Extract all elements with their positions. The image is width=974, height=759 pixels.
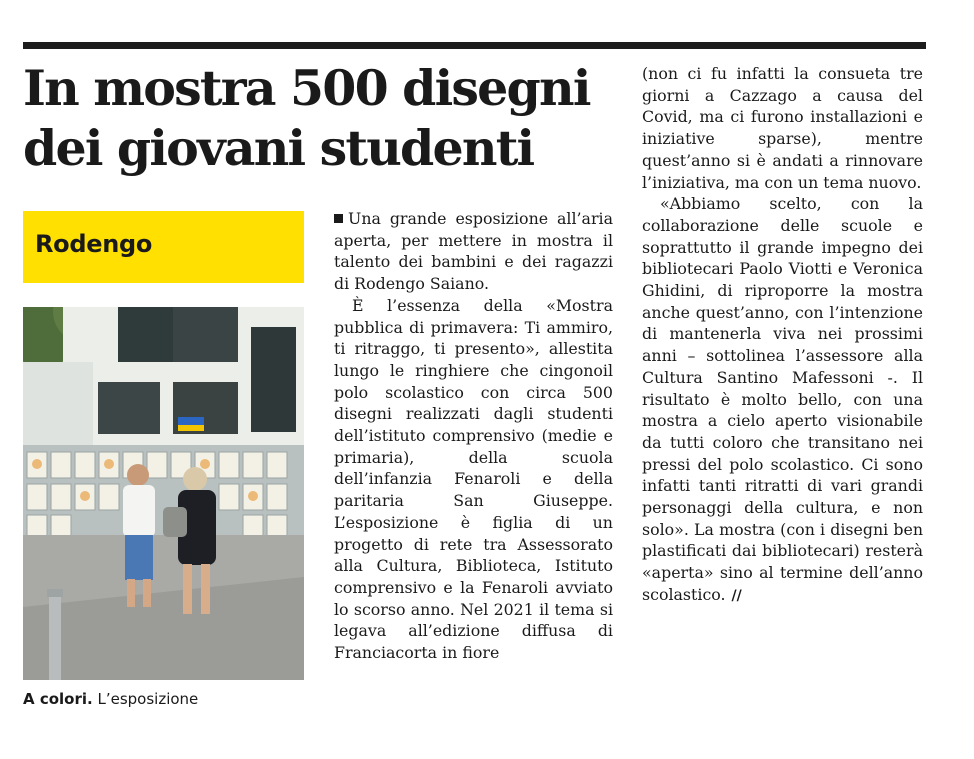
bullet-square-icon [334,214,343,223]
headline-line-1: In mostra 500 disegni [23,59,590,117]
article-paragraph [334,208,613,295]
headline-line-2: dei giovani studenti [23,119,534,177]
end-mark: // [731,587,742,604]
article-column-1 [334,208,613,664]
article-paragraph: È l’essenza della «Mostra pubblica di primavera: Ti ammiro, ti ritraggo, ti presento», allestita lungo le ringhiere che cingonoil polo scolastico con circa 500 disegni realizzati dagli studenti dell’istituto comprensivo (medie e primaria), della scuola dell’infanzia Fenaroli e della paritaria San Giuseppe. L’esposizione è figlia di un progetto di rete tra Assessorato alla Cultura, Biblioteca, Istituto comprensivo e la Fenaroli avviato lo scorso anno. Nel 2021 il tema si legava all’edizione diffusa di Franciacorta in fiore [334,295,613,663]
photo-caption [23,690,198,708]
article-photo [23,307,304,680]
paragraph-text: «Abbiamo scelto, con la collaborazione delle scuole e soprattutto il grande impegno dei bibliotecari Paolo Viotti e Veronica Ghidini, di riproporre la mostra anche quest’anno, con l’intenzione di mantenerla viva nei prossimi anni – sottolinea l’assessore alla Cultura Santino Mafessoni -. Il risultato è molto bello, con una mostra a cielo aperto visionabile da tutti coloro che transitano nei pressi del polo scolastico. Ci sono infatti tanti ritratti di vari grandi personaggi della cultura, e non solo». La mostra (con i disegni ben plastificati dai bibliotecari) resterà «aperta» sino al termine dell’anno scolastico. [642,194,923,604]
top-rule [23,42,926,49]
paragraph-text: Una grande esposizione all’aria aperta, per mettere in mostra il talento dei bambini e dei ragazzi di Rodengo Saiano. [334,209,613,294]
location-kicker [23,211,304,283]
caption-bold: A colori. [23,690,93,708]
article-paragraph: (non ci fu infatti la consueta tre giorni a Cazzago a causa del Covid, ma ci furono installazioni e iniziative sparse), mentre quest’anno si è andati a rinnovare l’iniziativa, ma con un tema nuovo. [642,64,923,192]
article-column-2 [642,63,923,608]
caption-text: L’esposizione [92,690,199,708]
article-paragraph [642,193,923,607]
location-label: Rodengo [35,230,153,258]
headline [23,58,613,178]
